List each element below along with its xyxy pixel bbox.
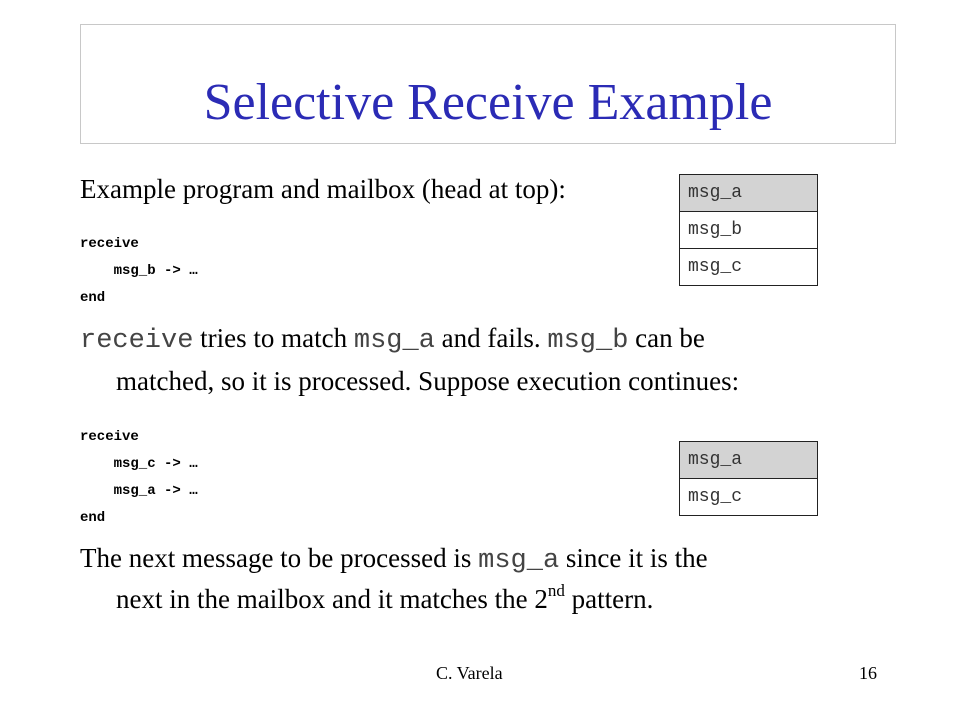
code-keyword: msg_b <box>547 326 629 356</box>
text-run: next in the mailbox and it matches the 2 <box>116 584 548 614</box>
slide-title: Selective Receive Example <box>203 74 773 131</box>
mailbox-cell: msg_c <box>680 249 818 286</box>
mailbox-cell: msg_c <box>680 479 818 516</box>
paragraph-2-line-2 <box>116 581 654 614</box>
code-keyword: msg_a <box>353 326 435 356</box>
text-run: since it is the <box>565 543 708 573</box>
text-run: can be <box>635 323 705 353</box>
code-keyword: msg_a <box>478 546 560 576</box>
footer-page-number: 16 <box>859 663 877 683</box>
ordinal-suffix: nd <box>547 581 565 600</box>
mailbox-cell-head: msg_a <box>680 175 818 212</box>
mailbox-2 <box>679 441 818 516</box>
text-run: and fails. <box>441 323 541 353</box>
mailbox-cell-head: msg_a <box>680 442 818 479</box>
code-line: msg_c -> … <box>80 456 198 472</box>
text-run: tries to match <box>200 323 348 353</box>
mailbox-cell: msg_b <box>680 212 818 249</box>
code-line: end <box>80 510 106 526</box>
code-line: receive <box>80 429 139 445</box>
intro-text: Example program and mailbox (head at top): <box>80 174 566 204</box>
paragraph-1-line-2: matched, so it is processed. Suppose execution continues: <box>116 366 740 396</box>
text-run: The next message to be processed is <box>80 543 472 573</box>
mailbox-1 <box>679 174 818 286</box>
code-line: msg_b -> … <box>80 263 198 279</box>
footer-author: C. Varela <box>436 663 503 683</box>
code-line: receive <box>80 236 139 252</box>
code-line: msg_a -> … <box>80 483 198 499</box>
code-keyword: receive <box>80 326 194 356</box>
paragraph-1-line-1 <box>80 325 705 355</box>
text-run: pattern. <box>564 584 654 614</box>
code-line: end <box>80 290 106 306</box>
paragraph-2-line-1 <box>80 545 708 575</box>
title-box <box>80 24 896 144</box>
